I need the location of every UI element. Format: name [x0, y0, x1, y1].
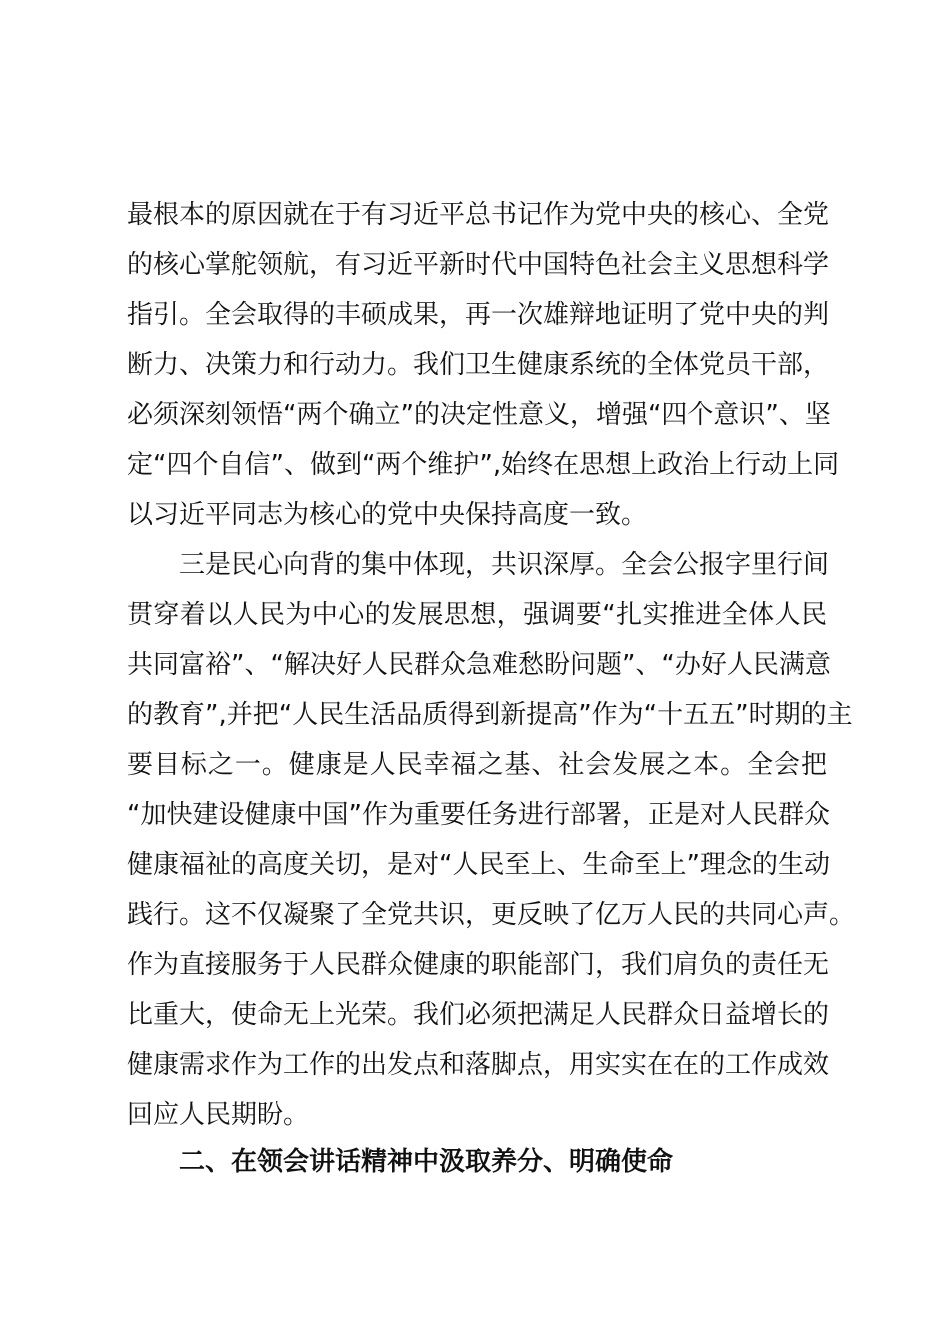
paragraph-2-line: 的教育”,并把“人民生活品质得到新提高”作为“十五五”时期的主	[127, 700, 853, 730]
paragraph-2-line: 健康需求作为工作的出发点和落脚点，用实实在在的工作成效	[127, 1050, 830, 1080]
paragraph-1-line: 断力、决策力和行动力。我们卫生健康系统的全体党员干部，	[127, 350, 830, 380]
paragraph-1-line: 必须深刻领悟“两个确立”的决定性意义，增强“四个意识”、坚	[127, 400, 831, 430]
paragraph-2-line: 作为直接服务于人民群众健康的职能部门，我们肩负的责任无	[127, 950, 830, 980]
paragraph-1-line: 的核心掌舵领航，有习近平新时代中国特色社会主义思想科学	[127, 250, 830, 280]
paragraph-2-line: 回应人民期盼。	[127, 1100, 310, 1130]
paragraph-2-line: 贯穿着以人民为中心的发展思想，强调要“扎实推进全体人民	[127, 600, 827, 630]
paragraph-2-line: 比重大，使命无上光荣。我们必须把满足人民群众日益增长的	[127, 1000, 830, 1030]
paragraph-2-line: 健康福祉的高度关切，是对“人民至上、生命至上”理念的生动	[127, 850, 830, 880]
paragraph-1-line: 最根本的原因就在于有习近平总书记作为党中央的核心、全党	[127, 200, 830, 230]
paragraph-2-line: 要目标之一。健康是人民幸福之基、社会发展之本。全会把	[127, 750, 827, 780]
paragraph-2-line: 践行。这不仅凝聚了全党共识，更反映了亿万人民的共同心声。	[127, 900, 856, 930]
paragraph-2-line: 三是民心向背的集中体现，共识深厚。全会公报字里行间	[179, 550, 830, 580]
paragraph-1-line: 指引。全会取得的丰硕成果，再一次雄辩地证明了党中央的判	[127, 300, 830, 330]
paragraph-2-line: 共同富裕”、“解决好人民群众急难愁盼问题”、“办好人民满意	[127, 650, 831, 680]
paragraph-2-line: “加快建设健康中国”作为重要任务进行部署，正是对人民群众	[127, 800, 830, 830]
paragraph-1-line: 定“四个自信”、做到“两个维护”,始终在思想上政治上行动上同	[127, 450, 840, 480]
section-heading: 二、在领会讲话精神中汲取养分、明确使命	[179, 1147, 674, 1177]
paragraph-1-line: 以习近平同志为核心的党中央保持高度一致。	[127, 500, 648, 530]
